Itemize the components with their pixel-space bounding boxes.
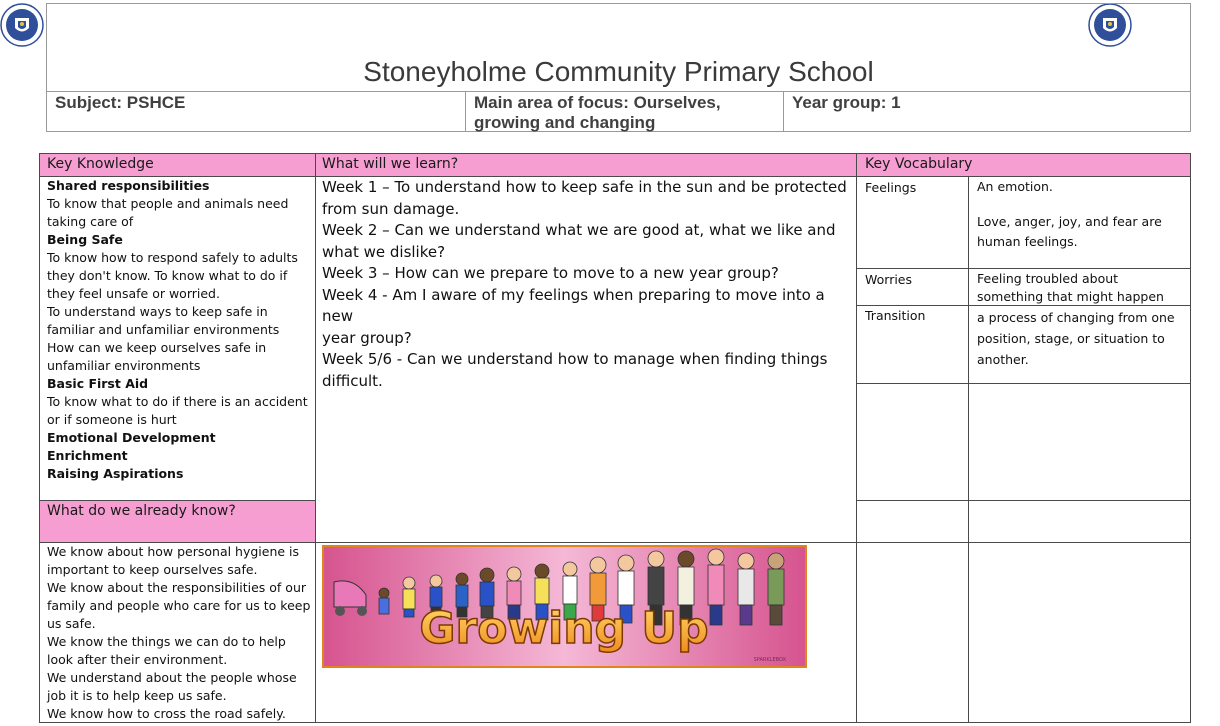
kk-line: To know that people and animals need [47,196,289,211]
vocab-term-feelings: Feelings [865,180,917,195]
vocab-def-transition [977,307,1185,370]
already-line: important to keep ourselves safe. [47,562,258,577]
kk-line: To understand ways to keep safe in [47,304,268,319]
already-line: job it is to help keep us safe. [47,688,227,703]
banner-illustration [324,547,805,666]
vocab-heading: Key Vocabulary [865,156,973,172]
learn-line: from sun damage. [322,199,460,218]
vocab-term-worries: Worries [865,272,913,287]
kk-line: Emotional Development [47,430,216,445]
kk-line: To know what to do if there is an accident [47,394,308,409]
year-group-cell: Year group: 1 [783,92,1192,132]
learn-line: difficult. [322,371,383,390]
vocab-def-worries [977,270,1185,306]
header-box [46,3,1191,132]
grid-line [968,176,969,722]
school-title: Stoneyholme Community Primary School [363,56,874,87]
banner-title: Growing Up [419,603,709,654]
learn-line: what we dislike? [322,242,446,261]
grid-line [39,153,40,723]
vocab-def-line: Love, anger, joy, and fear are [977,214,1162,229]
already-line: We understand about the people whose [47,670,297,685]
learn-heading: What will we learn? [322,156,459,172]
focus-line-1: Main area of focus: Ourselves, [474,93,721,112]
already-know-list [47,543,311,723]
vocab-def-line: a process of changing from one [977,310,1175,325]
vocab-def-line: position, stage, or situation to [977,331,1165,346]
already-line: We know about how personal hygiene is [47,544,300,559]
already-line: We know about the responsibilities of our [47,580,307,595]
learn-list [322,177,854,392]
grid-line [857,383,1191,384]
kk-line: Shared responsibilities [47,178,210,193]
already-line: We know how to cross the road safely. [47,706,286,721]
learn-line: year group? [322,328,412,347]
vocab-def-feelings [977,178,1185,251]
learn-line: Week 5/6 - Can we understand how to manage when finding things [322,350,828,368]
grid-line [856,153,857,723]
kk-line: unfamiliar environments [47,358,201,373]
grid-line [857,268,1191,269]
vocab-def-line: human feelings. [977,234,1078,249]
vocab-term-transition: Transition [865,308,926,323]
grid-line [39,153,1191,154]
grid-line [1190,153,1191,723]
already-line: look after their environment. [47,652,228,667]
key-knowledge-heading: Key Knowledge [47,156,154,172]
learn-line: Week 4 - Am I aware of my feelings when preparing to move into a new [322,285,825,325]
kk-line: Basic First Aid [47,376,149,391]
already-line: family and people who care for us to keep [47,598,311,613]
vocab-def-line: something that might happen [977,289,1164,304]
vocab-def-line: An emotion. [977,179,1053,194]
grid-line [315,153,316,723]
kk-line: To know how to respond safely to adults [47,250,298,265]
banner-credit: SPARKLEBOX [753,657,786,663]
grid-line [39,500,315,501]
focus-line-2: growing and changing [474,113,656,132]
learn-line: Week 2 – Can we understand what we are good at, what we like and [322,221,836,239]
kk-line: they feel unsafe or worried. [47,286,220,301]
kk-line: or if someone is hurt [47,412,177,427]
learn-line: Week 3 – How can we prepare to move to a new year group? [322,264,779,282]
already-know-heading: What do we already know? [47,503,236,519]
school-logo-left [0,2,44,48]
already-line: us safe. [47,616,96,631]
kk-line: How can we keep ourselves safe in [47,340,267,355]
header-info-row [47,91,1190,132]
kk-line: Enrichment [47,448,128,463]
vocab-def-spacer [977,196,1185,213]
kk-line: Being Safe [47,232,123,247]
growing-up-banner [322,545,807,668]
vocab-def-line: another. [977,352,1029,367]
already-line: We know the things we can do to help [47,634,286,649]
learn-line: Week 1 – To understand how to keep safe in the sun and be protected [322,178,847,196]
kk-line: taking care of [47,214,134,229]
kk-line: they don't know. To know what to do if [47,268,288,283]
grid-line [857,500,1191,501]
subject-cell: Subject: PSHCE [55,93,186,112]
kk-line: familiar and unfamiliar environments [47,322,280,337]
key-knowledge-list [47,177,311,483]
kk-line: Raising Aspirations [47,466,184,481]
focus-cell [465,92,783,132]
vocab-def-line: Feeling troubled about [977,271,1119,286]
